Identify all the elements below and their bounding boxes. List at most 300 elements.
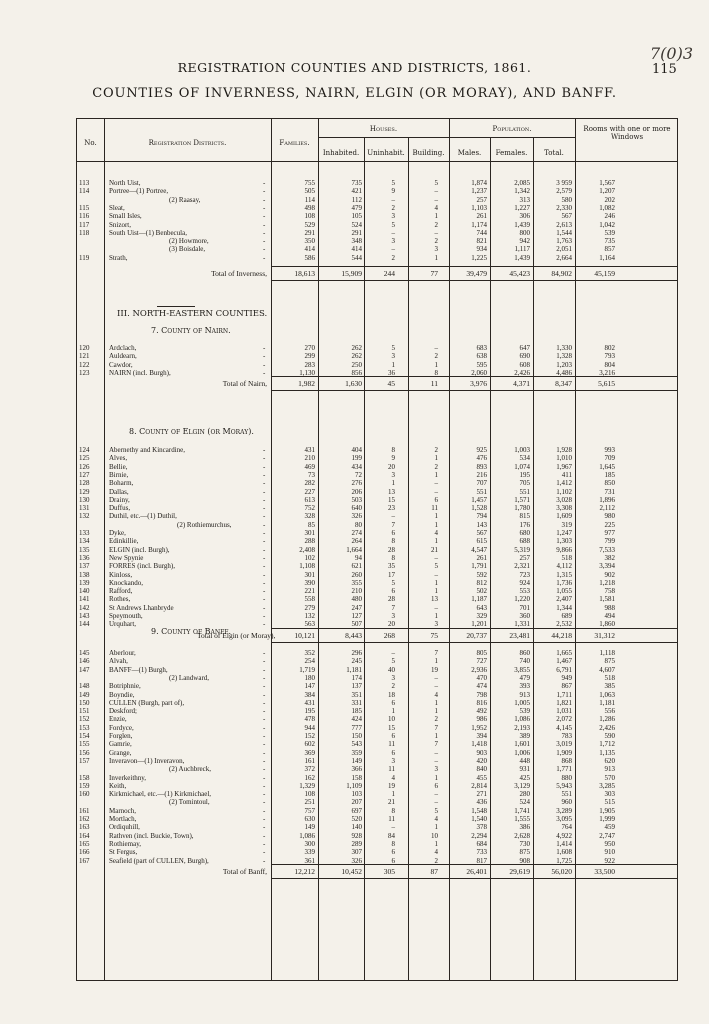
- total-m: 26,401: [466, 867, 487, 876]
- cell-rooms: 2,112: [599, 504, 615, 513]
- cell-f: 1,741: [514, 806, 530, 815]
- cell-rooms: 620: [604, 756, 615, 765]
- cell-f: 913: [519, 690, 530, 699]
- district-name: Mortlach,: [109, 815, 137, 823]
- cell-t: 1,303: [556, 537, 572, 546]
- cell-inh: 621: [351, 562, 362, 571]
- cell-bld: 1: [434, 773, 438, 782]
- cell-rooms: 1,860: [599, 620, 615, 629]
- cell-bld: –: [434, 748, 438, 757]
- cell-t: 411: [561, 470, 572, 479]
- district-name: (2) Auchbreck,: [169, 765, 211, 774]
- cell-bld: –: [434, 756, 438, 765]
- leader-dots: -: [263, 187, 266, 196]
- row-number: 165: [79, 839, 90, 848]
- cell-t: 1,544: [556, 228, 572, 237]
- cell-rooms: 1,645: [599, 462, 615, 471]
- leader-dots: -: [263, 203, 266, 212]
- cell-inh: 404: [351, 446, 362, 454]
- cell-m: 1,174: [471, 220, 487, 229]
- cell-fam: 498: [304, 203, 315, 212]
- leader-dots: -: [263, 512, 266, 521]
- cell-m: 261: [476, 553, 487, 562]
- cell-bld: 4: [434, 815, 438, 823]
- cell-bld: 1: [434, 612, 438, 620]
- cell-f: 257: [519, 553, 530, 562]
- cell-un: 6: [391, 698, 395, 707]
- cell-f: 1,005: [514, 698, 530, 707]
- cell-t: 1,725: [556, 856, 572, 865]
- row-number: 145: [79, 649, 90, 657]
- cell-t: 1,609: [556, 512, 572, 521]
- cell-m: 455: [476, 773, 487, 782]
- cell-bld: 2: [434, 856, 438, 865]
- cell-m: 986: [476, 715, 487, 724]
- cell-rooms: 1,712: [599, 740, 615, 749]
- total-un: 268: [383, 631, 395, 640]
- cell-rooms: 799: [604, 537, 615, 546]
- leader-dots: -: [263, 673, 266, 682]
- col-rule: [104, 119, 105, 980]
- row-number: 115: [79, 203, 90, 212]
- cell-bld: –: [434, 603, 438, 612]
- cell-inh: 355: [351, 578, 362, 587]
- row-number: 121: [79, 352, 90, 361]
- cell-inh: 276: [351, 479, 362, 488]
- cell-m: 638: [476, 352, 487, 361]
- cell-m: 2,814: [471, 781, 487, 790]
- total-t: 56,020: [551, 867, 572, 876]
- row-number: 113: [79, 179, 90, 187]
- cell-t: 1,467: [556, 657, 572, 666]
- cell-un: 1: [391, 479, 395, 488]
- cell-t: 1,315: [556, 570, 572, 579]
- district-name: Fordyce,: [109, 723, 134, 732]
- total-m: 39,479: [466, 269, 487, 278]
- cell-un: 40: [388, 665, 395, 674]
- cell-rooms: 731: [604, 487, 615, 496]
- cell-m: 744: [476, 228, 487, 237]
- cell-t: 1,247: [556, 529, 572, 537]
- cell-m: 684: [476, 839, 487, 848]
- total-inh: 10,452: [341, 867, 362, 876]
- cell-fam: 630: [304, 815, 315, 823]
- district-name: Speymouth,: [109, 612, 143, 620]
- leader-dots: -: [263, 765, 266, 774]
- cell-rooms: 1,207: [599, 187, 615, 196]
- cell-un: 11: [388, 740, 395, 749]
- cell-inh: 274: [351, 529, 362, 537]
- cell-m: 470: [476, 673, 487, 682]
- cell-m: 1,201: [471, 620, 487, 629]
- page-subtitle: COUNTIES OF INVERNESS, NAIRN, ELGIN (OR MORAY), AND BANFF.: [92, 86, 617, 101]
- cell-fam: 299: [304, 352, 315, 361]
- cell-fam: 301: [304, 570, 315, 579]
- cell-t: 2,579: [556, 187, 572, 196]
- leader-dots: -: [263, 228, 266, 237]
- cell-t: 4,145: [556, 723, 572, 732]
- district-name: North Uist,: [109, 179, 141, 187]
- header-inhabited: Inhabited.: [322, 149, 360, 157]
- cell-fam: 300: [304, 839, 315, 848]
- row-number: 163: [79, 823, 90, 832]
- cell-m: 502: [476, 587, 487, 596]
- cell-fam: 114: [304, 195, 315, 204]
- cell-t: 949: [561, 673, 572, 682]
- cell-t: 783: [561, 732, 572, 740]
- cell-bld: –: [434, 570, 438, 579]
- cell-fam: 85: [308, 520, 315, 529]
- district-name: Enzie,: [109, 715, 127, 724]
- cell-m: 805: [476, 649, 487, 657]
- cell-fam: 132: [304, 612, 315, 620]
- cell-m: 143: [476, 520, 487, 529]
- leader-dots: -: [263, 487, 266, 496]
- cell-t: 4,486: [556, 368, 572, 377]
- district-name: Botriphnie,: [109, 682, 141, 691]
- cell-f: 176: [519, 520, 530, 529]
- cell-f: 647: [519, 344, 530, 352]
- cell-bld: –: [434, 228, 438, 237]
- cell-f: 1,439: [514, 253, 530, 262]
- cell-fam: 180: [304, 673, 315, 682]
- cell-rooms: 977: [604, 529, 615, 537]
- cell-inh: 250: [351, 360, 362, 369]
- leader-dots: -: [263, 612, 266, 620]
- cell-f: 1,117: [514, 245, 530, 254]
- cell-rooms: 459: [604, 823, 615, 832]
- cell-bld: 2: [434, 446, 438, 454]
- cell-t: 3,019: [556, 740, 572, 749]
- row-number: 138: [79, 570, 90, 579]
- cell-bld: 4: [434, 848, 438, 857]
- cell-f: 800: [519, 228, 530, 237]
- cell-un: 23: [388, 504, 395, 513]
- cell-m: 4,547: [471, 545, 487, 554]
- cell-rooms: 1,082: [599, 203, 615, 212]
- row-number: 141: [79, 595, 90, 604]
- district-name: Knockando,: [109, 578, 144, 587]
- leader-dots: -: [263, 587, 266, 596]
- cell-t: 9,866: [556, 545, 572, 554]
- cell-inh: 260: [351, 570, 362, 579]
- cell-rooms: 3,394: [599, 562, 615, 571]
- cell-fam: 350: [304, 237, 315, 246]
- total-m: 3,976: [470, 379, 487, 388]
- total-fam: 10,121: [294, 631, 315, 640]
- district-name: NAIRN (incl. Burgh),: [109, 368, 171, 377]
- district-name: Abernethy and Kincardine,: [109, 446, 185, 454]
- cell-inh: 247: [351, 603, 362, 612]
- cell-inh: 640: [351, 504, 362, 513]
- cell-f: 2,628: [514, 831, 530, 840]
- total-rooms: 5,615: [598, 379, 615, 388]
- leader-dots: -: [263, 748, 266, 757]
- leader-dots: -: [263, 657, 266, 666]
- cell-rooms: 7,533: [599, 545, 615, 554]
- row-number: 135: [79, 545, 90, 554]
- cell-bld: 1: [434, 512, 438, 521]
- cell-m: 1,418: [471, 740, 487, 749]
- cell-inh: 777: [351, 723, 362, 732]
- cell-rooms: 758: [604, 587, 615, 596]
- cell-f: 524: [519, 798, 530, 807]
- leader-dots: -: [263, 470, 266, 479]
- cell-un: 7: [391, 603, 395, 612]
- district-name: Keith,: [109, 781, 127, 790]
- row-number: 116: [79, 212, 90, 221]
- cell-inh: 296: [351, 649, 362, 657]
- leader-dots: -: [263, 690, 266, 699]
- district-name: Bellie,: [109, 462, 128, 471]
- cell-bld: –: [434, 682, 438, 691]
- cell-rooms: 993: [604, 446, 615, 454]
- row-number: 149: [79, 690, 90, 699]
- cell-rooms: 570: [604, 773, 615, 782]
- cell-un: –: [391, 649, 395, 657]
- row-number: 156: [79, 748, 90, 757]
- cell-inh: 326: [351, 856, 362, 865]
- leader-dots: -: [263, 756, 266, 765]
- cell-f: 690: [519, 352, 530, 361]
- cell-fam: 270: [304, 344, 315, 352]
- cell-f: 3,129: [514, 781, 530, 790]
- cell-inh: 103: [351, 790, 362, 799]
- row-number: 122: [79, 360, 90, 369]
- cell-bld: –: [434, 790, 438, 799]
- cell-t: 3,308: [556, 504, 572, 513]
- row-number: 164: [79, 831, 90, 840]
- cell-f: 924: [519, 578, 530, 587]
- cell-f: 313: [519, 195, 530, 204]
- total-t: 8,347: [555, 379, 572, 388]
- cell-rooms: 950: [604, 839, 615, 848]
- cell-inh: 421: [351, 187, 362, 196]
- cell-un: –: [391, 512, 395, 521]
- cell-m: 615: [476, 537, 487, 546]
- page-number: 115: [652, 62, 677, 77]
- cell-bld: 3: [434, 245, 438, 254]
- cell-fam: 431: [304, 446, 315, 454]
- cell-rooms: 709: [604, 454, 615, 463]
- header-rooms: Rooms with one or more Windows: [583, 125, 671, 141]
- cell-t: 3 959: [556, 179, 572, 187]
- cell-t: 1,736: [556, 578, 572, 587]
- row-number: 114: [79, 187, 90, 196]
- cell-fam: 162: [304, 773, 315, 782]
- cell-f: 5,319: [514, 545, 530, 554]
- cell-rooms: 225: [604, 520, 615, 529]
- cell-m: 934: [476, 245, 487, 254]
- cell-bld: –: [434, 195, 438, 204]
- cell-un: 9: [391, 187, 395, 196]
- cell-t: 1,711: [556, 690, 572, 699]
- district-name: Duthil, etc.—(1) Duthil,: [109, 512, 177, 521]
- cell-f: 2,321: [514, 562, 530, 571]
- cell-bld: 5: [434, 562, 438, 571]
- cell-bld: 5: [434, 179, 438, 187]
- cell-t: 1,665: [556, 649, 572, 657]
- header-females: Females.: [495, 149, 528, 157]
- district-name: FORRES (incl. Burgh),: [109, 562, 175, 571]
- cell-inh: 735: [351, 179, 362, 187]
- cell-inh: 348: [351, 237, 362, 246]
- short-rule: [157, 306, 195, 307]
- cell-f: 551: [519, 487, 530, 496]
- district-name: BANFF—(1) Burgh,: [109, 665, 168, 674]
- cell-un: 8: [391, 537, 395, 546]
- district-name: CULLEN (Burgh, part of),: [109, 698, 185, 707]
- cell-un: 18: [388, 690, 395, 699]
- total-bld: 87: [430, 867, 438, 876]
- row-number: 147: [79, 665, 90, 674]
- cell-f: 701: [519, 603, 530, 612]
- cell-un: 6: [391, 529, 395, 537]
- cell-m: 394: [476, 732, 487, 740]
- leader-dots: -: [263, 848, 266, 857]
- cell-inh: 291: [351, 228, 362, 237]
- census-table: [76, 118, 678, 981]
- cell-fam: 944: [304, 723, 315, 732]
- total-label: Total of Inverness,: [211, 269, 267, 278]
- total-bld: 75: [430, 631, 438, 640]
- row-number: 152: [79, 715, 90, 724]
- cell-inh: 480: [351, 595, 362, 604]
- header-total: Total.: [544, 149, 564, 157]
- cell-bld: –: [434, 479, 438, 488]
- nairn-heading: 7. County of Nairn.: [151, 326, 231, 335]
- cell-fam: 147: [304, 682, 315, 691]
- cell-m: 567: [476, 529, 487, 537]
- cell-un: 8: [391, 806, 395, 815]
- cell-un: 4: [391, 773, 395, 782]
- row-number: 136: [79, 553, 90, 562]
- cell-rooms: 2,747: [599, 831, 615, 840]
- cell-inh: 174: [351, 673, 362, 682]
- leader-dots: -: [263, 479, 266, 488]
- district-name: Rothes,: [109, 595, 131, 604]
- cell-bld: 1: [434, 698, 438, 707]
- cell-t: 1,344: [556, 603, 572, 612]
- cell-m: 683: [476, 344, 487, 352]
- cell-fam: 108: [304, 212, 315, 221]
- cell-rooms: 185: [604, 470, 615, 479]
- district-name: Duffus,: [109, 504, 131, 513]
- total-label: Total of Banff,: [222, 867, 267, 876]
- cell-m: 1,874: [471, 179, 487, 187]
- cell-f: 1,439: [514, 220, 530, 229]
- cell-bld: 2: [434, 220, 438, 229]
- row-number: 167: [79, 856, 90, 865]
- cell-t: 319: [561, 520, 572, 529]
- elgin-heading: 8. County of Elgin (or Moray).: [129, 427, 254, 436]
- cell-fam: 291: [304, 228, 315, 237]
- cell-fam: 1,108: [299, 562, 315, 571]
- leader-dots: -: [263, 179, 266, 187]
- cell-inh: 210: [351, 587, 362, 596]
- cell-rooms: 1,164: [599, 253, 615, 262]
- cell-f: 360: [519, 612, 530, 620]
- row-number: 148: [79, 682, 90, 691]
- leader-dots: -: [263, 368, 266, 377]
- cell-un: 11: [388, 765, 395, 774]
- district-name: Cawdor,: [109, 360, 133, 369]
- cell-inh: 264: [351, 537, 362, 546]
- cell-t: 689: [561, 612, 572, 620]
- cell-inh: 158: [351, 773, 362, 782]
- district-name: (3) Boisdale,: [169, 245, 206, 254]
- cell-f: 539: [519, 707, 530, 716]
- cell-un: 6: [391, 587, 395, 596]
- row-number: 134: [79, 537, 90, 546]
- total-rule: [271, 266, 677, 267]
- cell-f: 1,571: [514, 495, 530, 504]
- cell-fam: 369: [304, 748, 315, 757]
- cell-f: 1,780: [514, 504, 530, 513]
- cell-inh: 414: [351, 245, 362, 254]
- cell-rooms: 385: [604, 682, 615, 691]
- cell-inh: 424: [351, 715, 362, 724]
- cell-f: 2,426: [514, 368, 530, 377]
- district-name: Aberlour,: [109, 649, 136, 657]
- district-name: Inverkeithny,: [109, 773, 147, 782]
- cell-rooms: 793: [604, 352, 615, 361]
- cell-un: –: [391, 228, 395, 237]
- row-number: 130: [79, 495, 90, 504]
- total-label: Total of Nairn,: [222, 379, 267, 388]
- cell-un: 84: [388, 831, 395, 840]
- header-families: Families.: [279, 139, 310, 147]
- cell-f: 1,220: [514, 595, 530, 604]
- leader-dots: -: [263, 344, 266, 352]
- row-number: 142: [79, 603, 90, 612]
- header-rule: [77, 161, 677, 162]
- cell-f: 280: [519, 790, 530, 799]
- cell-inh: 149: [351, 756, 362, 765]
- cell-t: 3,289: [556, 806, 572, 815]
- leader-dots: -: [263, 823, 266, 832]
- district-name: Boharm,: [109, 479, 134, 488]
- header-uninhabited: Uninhabit.: [367, 149, 405, 157]
- cell-un: 8: [391, 446, 395, 454]
- cell-rooms: 494: [604, 612, 615, 620]
- cell-t: 2,613: [556, 220, 572, 229]
- district-name: Inveravon—(1) Inveravon,: [109, 756, 185, 765]
- cell-f: 908: [519, 856, 530, 865]
- leader-dots: -: [263, 831, 266, 840]
- cell-rooms: 902: [604, 570, 615, 579]
- header-males: Males.: [457, 149, 482, 157]
- leader-dots: -: [263, 446, 266, 454]
- cell-fam: 301: [304, 529, 315, 537]
- cell-t: 4,112: [556, 562, 572, 571]
- district-name: Portree—(1) Portree,: [109, 187, 169, 196]
- cell-fam: 2,408: [299, 545, 315, 554]
- cell-m: 474: [476, 682, 487, 691]
- row-number: 162: [79, 815, 90, 823]
- row-number: 119: [79, 253, 90, 262]
- row-number: 117: [79, 220, 90, 229]
- total-t: 44,218: [551, 631, 572, 640]
- cell-rooms: 804: [604, 360, 615, 369]
- cell-un: 28: [388, 595, 395, 604]
- cell-un: 8: [391, 839, 395, 848]
- cell-un: 5: [391, 220, 395, 229]
- cell-f: 386: [519, 823, 530, 832]
- cell-fam: 414: [304, 245, 315, 254]
- cell-fam: 529: [304, 220, 315, 229]
- cell-fam: 1,086: [299, 831, 315, 840]
